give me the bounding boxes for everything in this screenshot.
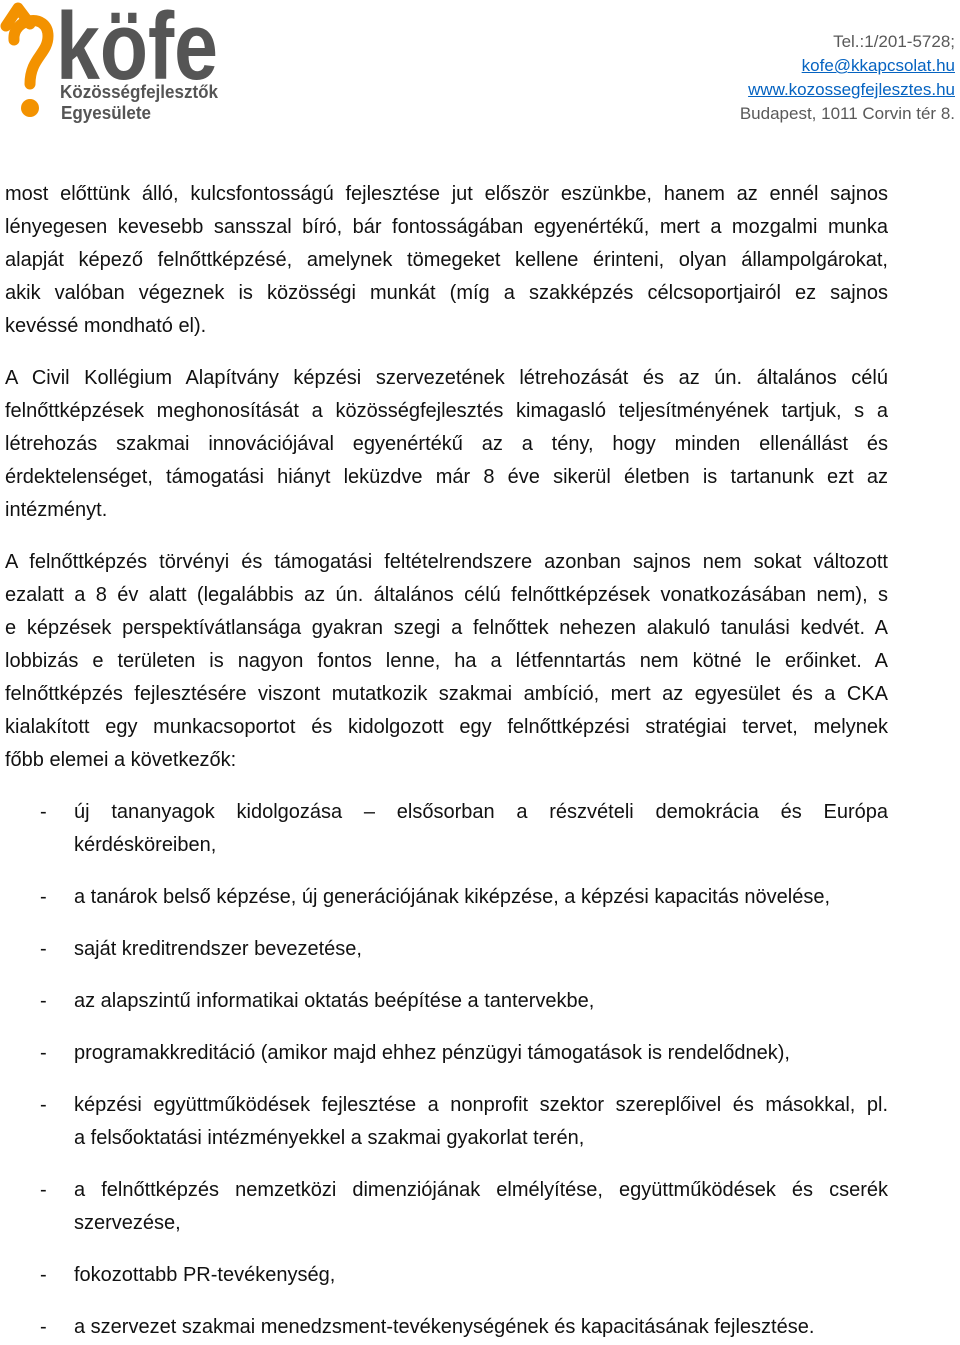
contact-phone: Tel.:1/201-5728; [833, 32, 955, 51]
text-line: alapját képező felnőttképzésé, amelynek tömegeket kellene érinteni, olyan állampolgárokat, [5, 249, 888, 271]
list-bullet: - [40, 1042, 47, 1064]
text-line: akik valóban végeznek is közösségi munkát (míg a szakképzés célcsoportjairól ez sajnos [5, 282, 888, 304]
list-item [5, 1259, 888, 1292]
list-bullet: - [40, 1094, 47, 1116]
goals-list [5, 796, 888, 1344]
logo-name-line2: Egyesülete [61, 103, 151, 123]
list-bullet: - [40, 1316, 47, 1338]
list-bullet: - [40, 801, 47, 823]
list-item [5, 1311, 888, 1344]
contact-address: Budapest, 1011 Corvin tér 8. [739, 104, 955, 123]
list-bullet: - [40, 1179, 47, 1201]
text-line: a felnőttképzés nemzetközi dimenziójának elmélyítése, együttműködések és cserék [74, 1179, 888, 1201]
document-body [5, 178, 888, 1344]
text-line: főbb elemei a következők: [5, 749, 237, 771]
contact-website-link[interactable]: www.kozossegfejlesztes.hu [748, 80, 955, 99]
kofe-logo [0, 0, 225, 125]
text-line: felnőttképzés fejlesztésére viszont mutatkozik szakmai ambíció, mert az egyesület és a CKA [5, 683, 888, 705]
text-line: szervezése, [74, 1212, 181, 1234]
text-line: a szervezet szakmai menedzsment-tevékenységének és kapacitásának fejlesztése. [74, 1316, 815, 1338]
text-line: fokozottabb PR-tevékenység, [74, 1264, 336, 1286]
text-line: képzési együttműködések fejlesztése a nonprofit szektor szereplőivel és másokkal, pl. [74, 1094, 888, 1116]
text-line: kevéssé mondható el). [5, 315, 207, 337]
list-item [5, 985, 888, 1018]
list-item [5, 881, 888, 914]
text-line: kialakított egy munkacsoportot és kidolgozott egy felnőttképzési stratégiai tervet, melynek [5, 716, 888, 738]
paragraph-2 [5, 362, 888, 527]
list-bullet: - [40, 1264, 47, 1286]
text-line: e képzések perspektívátlansága gyakran szegi a felnőttek nehezen alakuló tanulási kedvét. A [5, 617, 888, 639]
text-line: létrehozás szakmai innovációjával egyenértékű az a tény, hogy minden ellenállást és [5, 433, 888, 455]
text-line: érdektelenséget, támogatási hiányt leküzdve már 8 éve sikerül életben is tartanunk ezt az [5, 466, 888, 488]
orange-figure-icon [6, 8, 48, 117]
text-line: A Civil Kollégium Alapítvány képzési szervezetének létrehozását és az ún. általános célú [5, 367, 888, 389]
list-item [5, 796, 888, 862]
list-item [5, 933, 888, 966]
text-line: intézményt. [5, 499, 108, 521]
list-bullet: - [40, 886, 47, 908]
text-line: lobbizás e területen is nagyon fontos lenne, ha a létfenntartás nem kötné le erőinket. A [5, 650, 888, 672]
list-bullet: - [40, 938, 47, 960]
text-line: lényegesen kevesebb sansszal bíró, bár fontosságában egyenértékű, mert a mozgalmi munka [5, 216, 888, 238]
text-line: a tanárok belső képzése, új generációjának kiképzése, a képzési kapacitás növelése, [74, 886, 831, 908]
contact-email-row [740, 54, 955, 78]
contact-website-row [740, 78, 955, 102]
text-line: A felnőttképzés törvényi és támogatási feltételrendszere azonban sajnos nem sokat változott [5, 551, 888, 573]
contact-block [740, 30, 955, 126]
list-bullet: - [40, 990, 47, 1012]
text-line: az alapszintű informatikai oktatás beépítése a tantervekbe, [74, 990, 595, 1012]
text-line: kérdésköreiben, [74, 834, 217, 856]
list-item [5, 1174, 888, 1240]
text-line: ezalatt a 8 év alatt (legalábbis az ún. általános célú felnőttképzések vonatkozásában nem), s [5, 584, 888, 606]
text-line: most előttünk álló, kulcsfontosságú fejlesztése jut először eszünkbe, hanem az ennél sajnos [5, 183, 888, 205]
text-line: a felsőoktatási intézményekkel a szakmai gyakorlat terén, [74, 1127, 585, 1149]
logo-name-line1: Közösségfejlesztők [60, 82, 219, 102]
text-line: programakkreditáció (amikor majd ehhez pénzügyi támogatások is rendelődnek), [74, 1042, 790, 1064]
list-item [5, 1089, 888, 1155]
list-item [5, 1037, 888, 1070]
contact-email-link[interactable]: kofe@kkapcsolat.hu [801, 56, 955, 75]
text-line: új tananyagok kidolgozása – elsősorban a részvételi demokrácia és Európa [74, 801, 888, 823]
paragraph-3 [5, 546, 888, 777]
paragraph-1 [5, 178, 888, 343]
text-line: saját kreditrendszer bevezetése, [74, 938, 362, 960]
text-line: felnőttképzések meghonosítását a közösségfejlesztés kimagasló teljesítményének tartjuk, s a [5, 400, 888, 422]
logo-wordmark: köfe [56, 0, 218, 100]
